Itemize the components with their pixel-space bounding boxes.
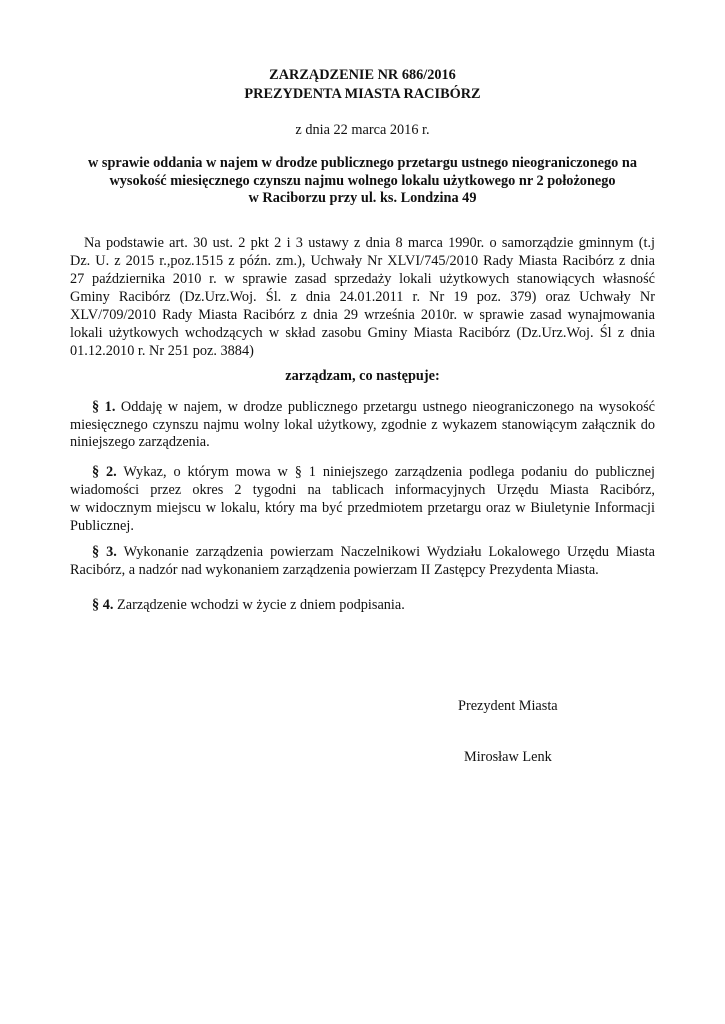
section-line: Publicznej. xyxy=(70,518,134,534)
preamble-line: lokali użytkowych wchodzących w skład zasobu Gminy Miasta Racibórz (Dz.Urz.Woj. Śl z dnia xyxy=(70,325,655,341)
document-title: ZARZĄDZENIE NR 686/2016 xyxy=(269,67,456,83)
preamble-line: Na podstawie art. 30 ust. 2 pkt 2 i 3 ustawy z dnia 8 marca 1990r. o samorządzie gminnym (t.j xyxy=(84,235,655,251)
section-line xyxy=(70,399,655,417)
preamble-line: Gminy Racibórz (Dz.Urz.Woj. Śl. z dnia 24.01.2011 r. Nr 19 poz. 379) oraz Uchwały Nr xyxy=(70,289,655,305)
subject-line: w sprawie oddania w najem w drodze publicznego przetargu ustnego nieograniczonego na xyxy=(88,155,637,171)
subject-line: wysokość miesięcznego czynszu najmu wolnego lokalu użytkowego nr 2 położonego xyxy=(109,172,616,189)
preamble-line: 27 października 2010 r. w sprawie zasad sprzedaży lokali użytkowych stanowiących własność xyxy=(70,271,655,287)
preamble-line: 01.12.2010 r. Nr 251 poz. 3884) xyxy=(70,343,254,359)
section-line xyxy=(70,596,655,614)
document-subject xyxy=(70,155,655,208)
section-line: miesięcznego czynszu najmu wolny lokal użytkowy, zgodnie z wykazem stanowiącym załącznik do xyxy=(70,416,655,433)
preamble-line: XLV/709/2010 Rady Miasta Racibórz z dnia 29 września 2010r. w sprawie zasad wynajmowania xyxy=(70,307,655,323)
signature-title: Prezydent Miasta xyxy=(458,698,558,714)
section-label: § 3. xyxy=(92,544,117,560)
section-4 xyxy=(70,596,655,614)
document-date-text: z dnia 22 marca 2016 r. xyxy=(295,122,430,138)
section-3 xyxy=(70,543,655,579)
decree-formula-text: zarządzam, co następuje: xyxy=(285,368,440,384)
document-issuer: PREZYDENTA MIASTA RACIBÓRZ xyxy=(244,86,481,102)
section-text: Wykaz, o którym mowa w § 1 niniejszego zarządzenia podlega podaniu do publicznej xyxy=(123,464,655,480)
section-line xyxy=(70,543,655,561)
section-2 xyxy=(70,463,655,535)
section-line: w widocznym miejscu w lokalu, który ma być przedmiotem przetargu oraz w Biuletynie Informacji xyxy=(70,500,655,516)
preamble-line: Dz. U. z 2015 r.,poz.1515 z późn. zm.), Uchwały Nr XLVI/745/2010 Rady Miasta Racibórz z dnia xyxy=(70,253,655,269)
document-date xyxy=(70,121,655,139)
section-text: Oddaję w najem, w drodze publicznego przetargu ustnego nieograniczonego na wysokość xyxy=(120,399,656,415)
section-text: Wykonanie zarządzenia powierzam Naczelnikowi Wydziału Lokalowego Urzędu Miasta xyxy=(123,544,655,560)
signature-name: Mirosław Lenk xyxy=(464,749,552,765)
subject-line: w Raciborzu przy ul. ks. Londzina 49 xyxy=(248,190,477,206)
document-preamble xyxy=(70,234,655,360)
section-label: § 1. xyxy=(92,399,116,415)
decree-formula xyxy=(70,367,655,385)
section-line: niniejszego zarządzenia. xyxy=(70,434,210,450)
section-line: wiadomości przez okres 2 tygodni na tablicach informacyjnych Urzędu Miasta Racibórz, xyxy=(70,482,655,498)
section-line: Racibórz, a nadzór nad wykonaniem zarządzenia powierzam II Zastępcy Prezydenta Miasta. xyxy=(70,562,599,578)
section-label: § 4. xyxy=(92,597,114,613)
section-1 xyxy=(70,399,655,452)
section-line xyxy=(70,463,655,481)
document-header xyxy=(70,66,655,104)
section-label: § 2. xyxy=(92,464,117,480)
section-text: Zarządzenie wchodzi w życie z dniem podpisania. xyxy=(117,597,405,613)
